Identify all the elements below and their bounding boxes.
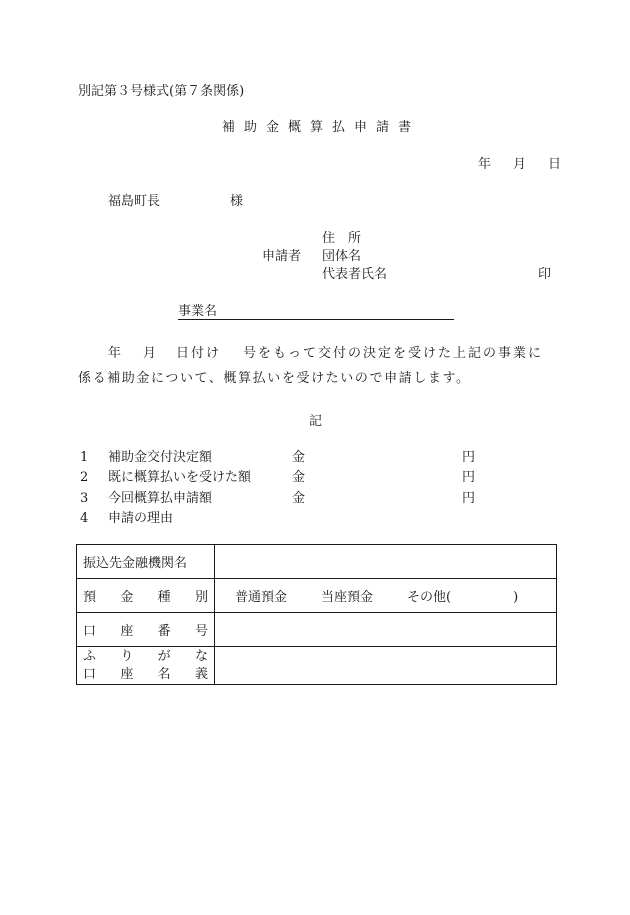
form-header: 別記第３号様式(第７条関係): [78, 84, 245, 99]
deposit-type-field[interactable]: [215, 579, 557, 613]
account-holder-char: 座: [120, 666, 134, 682]
furigana-char: が: [157, 648, 171, 664]
body-month: 月: [143, 346, 159, 361]
addressee-name: 福島町長: [108, 194, 161, 209]
item-1-num: 1: [80, 450, 89, 465]
account-number-char: 口: [83, 624, 97, 639]
bank-name-row: [77, 545, 557, 579]
account-number-char: 番: [157, 624, 171, 639]
item-3-kin: 金: [292, 491, 306, 506]
item-3-yen: 円: [462, 491, 476, 506]
item-3-label: 今回概算払申請額: [108, 491, 213, 506]
body-line-2: 係る補助金について、概算払いを受けたいので申請します。: [78, 371, 471, 386]
bank-name-label: 振込先金融機関名: [77, 545, 215, 579]
addressee-honorific: 様: [230, 194, 244, 209]
seal-mark: 印: [538, 267, 552, 282]
body-line-1: [108, 346, 543, 362]
representative-label: 代表者氏名: [322, 267, 388, 282]
account-holder-char: 口: [83, 666, 97, 682]
item-3-num: 3: [80, 491, 89, 506]
date-year: 年: [478, 157, 492, 172]
project-name-underline: [178, 319, 454, 320]
organization-label: 団体名: [322, 249, 362, 264]
item-1-kin: 金: [292, 450, 306, 465]
item-2-yen: 円: [462, 470, 476, 485]
item-1-label: 補助金交付決定額: [108, 450, 213, 465]
deposit-type-char: 金: [120, 590, 134, 605]
option-ordinary-deposit[interactable]: 普通預金: [235, 590, 288, 605]
item-4-label: 申請の理由: [108, 511, 174, 526]
account-holder-row: [77, 647, 557, 685]
date-month: 月: [513, 157, 527, 172]
deposit-type-label-cell: [77, 579, 215, 613]
deposit-type-char: 種: [157, 590, 171, 605]
body-dated: 日付け: [176, 346, 222, 361]
account-number-char: 号: [194, 624, 208, 639]
document-title: 補助金概算払申請書: [222, 120, 421, 135]
item-1-yen: 円: [462, 450, 476, 465]
furigana-char: な: [194, 648, 208, 664]
deposit-type-char: 別: [194, 590, 208, 605]
account-holder-char: 義: [194, 666, 208, 682]
body-year: 年: [108, 346, 124, 361]
bank-info-table: [76, 544, 557, 685]
item-2-num: 2: [80, 470, 89, 485]
address-label: 住 所: [322, 231, 362, 246]
account-holder-label-cell: [77, 647, 215, 685]
furigana-char: ふ: [83, 648, 97, 664]
option-other-close: ): [513, 590, 519, 605]
item-4-num: 4: [80, 511, 89, 526]
item-2-kin: 金: [292, 470, 306, 485]
date-day: 日: [548, 157, 562, 172]
furigana-char: り: [120, 648, 134, 664]
account-number-row: [77, 613, 557, 647]
deposit-type-char: 預: [83, 590, 97, 605]
date-line: [478, 157, 561, 173]
item-2-label: 既に概算払いを受けた額: [108, 470, 252, 485]
project-name-label: 事業名: [178, 304, 218, 319]
bank-name-field[interactable]: [215, 545, 557, 579]
account-number-label-cell: [77, 613, 215, 647]
account-number-char: 座: [120, 624, 134, 639]
account-number-field[interactable]: [215, 613, 557, 647]
body-rest: 号をもって交付の決定を受けた上記の事業に: [243, 346, 544, 361]
option-current-deposit[interactable]: 当座預金: [321, 590, 374, 605]
account-holder-char: 名: [157, 666, 171, 682]
ki-heading: 記: [309, 414, 323, 429]
applicant-label: 申請者: [262, 249, 302, 264]
deposit-type-row: [77, 579, 557, 613]
account-holder-field[interactable]: [215, 647, 557, 685]
option-other[interactable]: その他(: [407, 590, 452, 605]
